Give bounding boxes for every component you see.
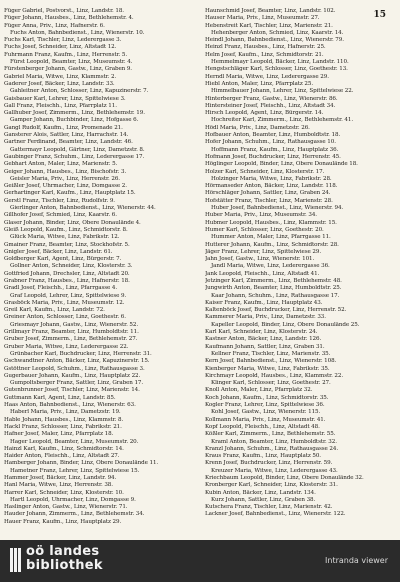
directory-entry: Huber Josef, Bahnbedienst., Linz, Wienerstr. 94. xyxy=(211,205,344,212)
directory-entry: Kaar Johann, Schuhm., Linz, Rathausgasse 17. xyxy=(211,292,340,299)
directory-entry: Hauer Franz, Kaufm., Linz, Hauptplatz 29. xyxy=(4,518,122,525)
directory-entry: Goldberger Karl, Agent, Linz, Bürgerstr. 7. xyxy=(4,256,122,263)
directory-entry: Gollner Anton, Schneider, Linz, Klosterstr. 3. xyxy=(10,263,133,270)
directory-entry: Hamberger Johann, Binder, Linz, Obere Donaulände 11. xyxy=(4,460,159,467)
directory-entry: Gnigler Josef, Bäcker, Linz, Landstr. 61. xyxy=(4,248,113,255)
directory-entry: Gaubinger Franz, Schuhm., Linz, Lederergasse 17. xyxy=(4,153,145,160)
directory-entry: Gradl Josef, Fleischh., Linz, Pfarrgasse 4. xyxy=(4,285,118,292)
directory-entry: Gutenbrunner Josef, Tischler, Linz, Marienstr. 14. xyxy=(4,387,140,394)
directory-entry: Fürst Leopold, Beamter, Linz, Museumstr. 4. xyxy=(10,59,133,66)
directory-entry: Grillmayr Franz, Beamter, Linz, Humboldtstr. 11. xyxy=(4,329,139,336)
library-logo[interactable] xyxy=(26,545,103,573)
directory-entry: Hintersteiner Josef, Fleischh., Linz, Altstadt 34. xyxy=(205,102,336,109)
directory-entry: Gmainer Franz, Beamter, Linz, Stockhofstr. 5. xyxy=(4,241,130,248)
directory-entry: Hofstätter Franz, Tischler, Linz, Marienstr. 28. xyxy=(205,197,333,204)
directory-entry: Kastner Anton, Bäcker, Linz, Landstr. 126. xyxy=(205,336,322,343)
directory-entry: Jetzinger Karl, Zimmerm., Linz, Bethlehemstr. 48. xyxy=(205,277,342,284)
right-column xyxy=(205,8,391,540)
directory-entry: Hengstschläger Karl, Schlosser, Linz, Goethestr. 13. xyxy=(205,66,348,73)
directory-entry: Haunschmid Josef, Beamter, Linz, Landstr. 102. xyxy=(205,8,336,14)
directory-entry: Hametner Franz, Lehrer, Linz, Spittelwiese 15. xyxy=(10,467,140,474)
directory-entry: Gierlinger Anton, Bahnbedienst., Linz, Wienerstr. 44. xyxy=(10,205,156,212)
directory-entry: Hafner Josef, Maler, Linz, Pfarrplatz 18. xyxy=(4,431,114,438)
directory-entry: Kutschera Franz, Tischler, Linz, Marienstr. 42. xyxy=(205,504,333,511)
directory-entry: Hirsch Leopold, Agent, Linz, Bürgerstr. 14. xyxy=(205,110,324,117)
directory-entry: Helm Josef, Kaufm., Linz, Schmidtorstr. 21. xyxy=(205,51,324,58)
directory-entry: Holzinger Maria, Witwe, Linz, Fabrikstr. 28. xyxy=(211,175,332,182)
directory-entry: Haberl Maria, Priv., Linz, Dametzstr. 19. xyxy=(10,409,121,416)
directory-entry: Herndl Maria, Witwe, Linz, Lederergasse 29. xyxy=(205,73,329,80)
directory-entry: Kubin Anton, Bäcker, Linz, Landstr. 134. xyxy=(205,489,316,496)
directory-entry: Kaufmann Johann, Sattler, Linz, Graben 31. xyxy=(205,343,325,350)
directory-entry: Greil Karl, Kaufm., Linz, Landstr. 72. xyxy=(4,307,105,314)
directory-entry: Gerhartinger Karl, Kaufm., Linz, Hauptplatz 15. xyxy=(4,190,136,197)
directory-entry: Knoll Anton, Maler, Linz, Pfarrplatz 32. xyxy=(205,387,313,394)
directory-entry: Gruber Josef, Zimmerm., Linz, Bethlehemstr. 27. xyxy=(4,336,138,343)
directory-entry: Jank Leopold, Fleischh., Linz, Altstadt 41. xyxy=(205,270,320,277)
viewer-label: Intranda viewer xyxy=(325,556,388,565)
directory-entry: Gugerbauer Johann, Kaufm., Linz, Hauptplatz 22. xyxy=(4,372,141,379)
directory-entry: Gaderer Josef, Bäcker, Linz, Landstr. 33. xyxy=(4,80,115,87)
directory-entry: Harrer Karl, Schneider, Linz, Klosterstr. 10. xyxy=(4,489,124,496)
directory-entry: Kogler Franz, Lehrer, Linz, Spittelwiese 36. xyxy=(205,402,325,409)
directory-entry: Gschwandtner Anton, Bäcker, Linz, Kapuzinerstr. 15. xyxy=(4,358,150,365)
directory-entry: Hainzl Karl, Kaufm., Linz, Schmidtorstr. 14. xyxy=(4,445,124,452)
directory-entry: Kronberger Karl, Schneider, Linz, Klosterstr. 31. xyxy=(205,482,338,489)
directory-entry: Geiger Johann, Hausbes., Linz, Bischofstr. 3. xyxy=(4,168,127,175)
directory-entry: Geißler Josef, Uhrmacher, Linz, Domgasse 2. xyxy=(4,183,127,190)
directory-entry: Hinterberger Franz, Gastw., Linz, Wienerstr. 86. xyxy=(205,95,338,102)
directory-entry: Hackl Franz, Schlosser, Linz, Fabrikstr. 21. xyxy=(4,423,122,430)
directory-entry: Fuchs Anton, Bahnbedienst., Linz, Wienerstr. 10. xyxy=(10,29,145,36)
directory-entry: Kellner Franz, Tischler, Linz, Marienstr. 35. xyxy=(211,350,331,357)
directory-entry: Lackner Josef, Bahnbedienst., Linz, Wienerstr. 122. xyxy=(205,511,346,518)
logo-line-2: bibliothek xyxy=(26,558,103,573)
directory-entry: Kohl Josef, Gastw., Linz, Wienerstr. 115. xyxy=(211,409,321,416)
directory-entry: Kammerer Maria, Priv., Linz, Dametzstr. 33. xyxy=(205,314,326,321)
directory-entry: Gansterer Alois, Sattler, Linz, Harrachstr. 14. xyxy=(4,132,129,139)
directory-entry: Grünbacher Karl, Buchdrucker, Linz, Herrenstr. 31. xyxy=(10,350,152,357)
directory-entry: Hofbauer Anton, Beamter, Linz, Humboldtstr. 18. xyxy=(205,132,341,139)
directory-entry: Gartner Ferdinand, Beamter, Linz, Landstr. 46. xyxy=(4,139,133,146)
directory-entry: Kraml Anton, Beamter, Linz, Humboldtstr. 32. xyxy=(211,438,337,445)
directory-entry: Hable Johann, Hausbes., Linz, Klammstr. 8. xyxy=(4,416,124,423)
directory-entry: Jäger Franz, Lehrer, Linz, Spittelwiese 29. xyxy=(205,248,321,255)
directory-entry: Graf Leopold, Lehrer, Linz, Spittelwiese 9. xyxy=(10,292,127,299)
directory-entry: Kollmann Maria, Priv., Linz, Museumstr. 41. xyxy=(205,416,326,423)
directory-entry: Gallhuber Josef, Zimmerm., Linz, Bethlehemstr. 19. xyxy=(4,110,145,117)
directory-entry: Gerstl Franz, Tischler, Linz, Rudolfstr. 9. xyxy=(4,197,115,204)
directory-entry: Hummer Anton, Maler, Linz, Pfarrgasse 11. xyxy=(211,234,331,241)
directory-entry: Karl Karl, Schneider, Linz, Klosterstr. 24. xyxy=(205,329,318,336)
directory-entry: Gattermayr Leopold, Gärtner, Linz, Dametzstr. 8. xyxy=(10,146,145,153)
directory-entry: Grasböck Maria, Priv., Linz, Museumstr. 12. xyxy=(4,299,125,306)
directory-entry: Kurz Johann, Sattler, Linz, Graben 38. xyxy=(211,496,316,503)
directory-entry: Klinger Karl, Schlosser, Linz, Goethestr. 27. xyxy=(211,380,331,387)
directory-entry: Fürstenberger Johann, Gastw., Linz, Graben 9. xyxy=(4,66,132,73)
directory-entry: Jandl Maria, Witwe, Linz, Lederergasse 36. xyxy=(211,263,330,270)
directory-entry: Gaisbauer Karl, Lehrer, Linz, Spittelwiese 3. xyxy=(4,95,126,102)
directory-entry: Hofmann Josef, Buchdrucker, Linz, Herrenstr. 45. xyxy=(205,153,341,160)
directory-entry: Gruber Maria, Witwe, Linz, Lederergasse 22. xyxy=(4,343,129,350)
directory-entry: Kopf Leopold, Fleischh., Linz, Altstadt 48. xyxy=(205,423,320,430)
directory-entry: Gabriel Maria, Witwe, Linz, Klammstr. 2. xyxy=(4,73,117,80)
directory-entry: Hauser Maria, Priv., Linz, Museumstr. 27. xyxy=(205,15,320,22)
directory-entry: Hebenstreit Karl, Tischler, Linz, Marienstr. 21. xyxy=(205,22,333,29)
directory-entry: Grabner Franz, Hausbes., Linz, Hafnerstr. 18. xyxy=(4,277,130,284)
directory-entry: Haslinger Anton, Gastw., Linz, Wienerstr. 71. xyxy=(4,504,128,511)
directory-entry: Kriechbaum Leopold, Binder, Linz, Obere Donaulände 32. xyxy=(205,475,364,481)
directory-entry: Hammer Josef, Bäcker, Linz, Landstr. 94. xyxy=(4,475,117,481)
viewer-footer xyxy=(0,540,400,582)
directory-entry: Holzer Karl, Schneider, Linz, Klosterstr. 17. xyxy=(205,168,325,175)
directory-entry: Höglinger Leopold, Binder, Linz, Obere Donaulände 18. xyxy=(205,161,358,168)
directory-entry: Hanl Maria, Witwe, Linz, Herrenstr. 38. xyxy=(4,482,113,489)
directory-entry: Hoffmann Franz, Kaufm., Linz, Hauptplatz 36. xyxy=(211,146,339,153)
directory-entry: Huber Maria, Priv., Linz, Museumstr. 34. xyxy=(205,212,317,219)
directory-entry: Gumpoltsberger Franz, Sattler, Linz, Graben 17. xyxy=(10,380,144,387)
directory-entry: Gstöttner Leopold, Schuhm., Linz, Rathausgasse 3. xyxy=(4,365,145,372)
directory-entry: Kapeller Leopold, Binder, Linz, Obere Donaulände 25. xyxy=(211,321,360,328)
directory-entry: Hartl Leopold, Uhrmacher, Linz, Domgasse 9. xyxy=(10,496,136,503)
directory-entry: Füger Gabriel, Postvorst., Linz, Landstr. 18. xyxy=(4,8,124,14)
directory-entry: Gahleitner Anton, Schlosser, Linz, Kapuzinerstr. 7. xyxy=(10,88,149,95)
directory-entry: Glaser Johann, Binder, Linz, Obere Donaulände 4. xyxy=(4,219,141,226)
directory-entry: Kaiser Franz, Kaufm., Linz, Hauptplatz 43. xyxy=(205,299,323,306)
directory-entry: Griesmayr Johann, Gastw., Linz, Wienerstr. 52. xyxy=(10,321,139,328)
directory-entry: Hiebl Anton, Maler, Linz, Pfarrplatz 25. xyxy=(205,80,314,87)
directory-entry: Koch Johann, Kaufm., Linz, Schmidtorstr. 35. xyxy=(205,394,329,401)
directory-entry: Hauder Johann, Zimmerm., Linz, Bethlehemstr. 34. xyxy=(4,511,145,518)
page-number: 15 xyxy=(373,10,386,20)
directory-entry: Glück Maria, Witwe, Linz, Fabrikstr. 12. xyxy=(10,234,120,241)
directory-entry: Kirchmayr Leopold, Hausbes., Linz, Klammstr. 22. xyxy=(205,372,344,379)
directory-entry: Jahn Josef, Gastw., Linz, Wienerstr. 101. xyxy=(205,256,315,263)
directory-entry: Kößler Karl, Zimmerm., Linz, Bethlehemstr. 55. xyxy=(205,431,336,438)
directory-entry: Hödl Maria, Priv., Linz, Dametzstr. 26. xyxy=(205,124,310,131)
directory-entry: Gall Franz, Fleischh., Linz, Pfarrplatz 11. xyxy=(4,102,117,109)
directory-entry: Humer Karl, Schlosser, Linz, Goethestr. 20. xyxy=(205,226,324,233)
directory-entry: Gebhart Anton, Maler, Linz, Marienstr. 5. xyxy=(4,161,118,168)
directory-entry: Kaltenböck Josef, Buchdrucker, Linz, Herrenstr. 52. xyxy=(205,307,347,314)
directory-entry: Hörmanseder Anton, Bäcker, Linz, Landstr. 118. xyxy=(205,183,338,190)
directory-entry: Himmelbauer Johann, Lehrer, Linz, Spittelwiese 22. xyxy=(211,88,354,95)
directory-entry: Hager Leopold, Beamter, Linz, Museumstr. 20. xyxy=(10,438,139,445)
directory-entry: Heindl Johann, Bahnbedienst., Linz, Wienerstr. 79. xyxy=(205,37,344,44)
directory-entry: Gillhofer Josef, Schmied, Linz, Kaarstr. 6. xyxy=(4,212,117,219)
directory-entry: Kern Josef, Bahnbedienst., Linz, Wienerstr. 108. xyxy=(205,358,337,365)
directory-entry: Füger Johann, Hausbes., Linz, Bethlehemstr. 4. xyxy=(4,15,134,22)
directory-entry: Fuhrmann Franz, Kaufm., Linz, Herrenstr. 5. xyxy=(4,51,128,58)
library-logo-icon xyxy=(10,548,22,572)
directory-entry: Gamper Johann, Buchbinder, Linz, Hofgasse 6. xyxy=(10,117,139,124)
directory-entry: Hemmelmayr Leopold, Bäcker, Linz, Landstr. 110. xyxy=(211,59,349,66)
directory-entry: Hörschläger Johann, Sattler, Linz, Graben 24. xyxy=(205,190,331,197)
directory-entry: Gleiß Leopold, Kaufm., Linz, Schmidtorstr. 8. xyxy=(4,226,128,233)
directory-entry: Krenn Josef, Buchdrucker, Linz, Herrenstr. 59. xyxy=(205,460,333,467)
directory-entry: Füger Anna, Priv., Linz, Hafnerstr. 6. xyxy=(4,22,105,29)
directory-entry: Kraus Franz, Kaufm., Linz, Hauptplatz 50. xyxy=(205,453,321,460)
directory-entry: Guttmann Karl, Agent, Linz, Landstr. 85. xyxy=(4,394,116,401)
directory-entry: Hubmer Leopold, Hausbes., Linz, Klammstr. 15. xyxy=(205,219,337,226)
directory-entry: Gottfried Johann, Drechsler, Linz, Altstadt 20. xyxy=(4,270,130,277)
directory-entry: Haider Anton, Fleischh., Linz, Altstadt 27. xyxy=(4,453,120,460)
directory-entry: Fuchs Karl, Tischler, Linz, Lederergasse 3. xyxy=(4,37,122,44)
directory-entry: Heinzl Franz, Hausbes., Linz, Hafnerstr. 25. xyxy=(205,44,326,51)
directory-entry: Hehenberger Anton, Schmied, Linz, Kaarstr. 14. xyxy=(211,29,344,36)
directory-entry: Hofer Johann, Schuhm., Linz, Rathausgasse 10. xyxy=(205,139,336,146)
directory-entry: Gangl Rudolf, Kaufm., Linz, Promenade 21. xyxy=(4,124,123,131)
directory-entry: Greiner Anton, Schlosser, Linz, Goethestr. 6. xyxy=(4,314,126,321)
left-column xyxy=(4,8,197,540)
directory-entry: Jungwirth Anton, Beamter, Linz, Humboldtstr. 25. xyxy=(205,285,342,292)
directory-entry: Kranzl Johann, Schuhm., Linz, Rathausgasse 24. xyxy=(205,445,339,452)
directory-entry: Hochreiter Karl, Zimmerm., Linz, Bethlehemstr. 41. xyxy=(211,117,354,124)
directory-entry: Hutterer Johann, Kaufm., Linz, Schmidtorstr. 28. xyxy=(205,241,339,248)
directory-entry: Haas Anton, Bahnbedienst., Linz, Wienerstr. 63. xyxy=(4,402,136,409)
directory-entry: Geisler Maria, Priv., Linz, Herrenstr. 26. xyxy=(10,175,120,182)
logo-line-1: oö landes xyxy=(26,544,100,559)
directory-entry: Kreuzer Maria, Witwe, Linz, Lederergasse 43. xyxy=(211,467,338,474)
directory-entry: Kienberger Maria, Witwe, Linz, Fabrikstr. 35. xyxy=(205,365,330,372)
directory-entry: Fuchs Josef, Schneider, Linz, Altstadt 12. xyxy=(4,44,117,51)
